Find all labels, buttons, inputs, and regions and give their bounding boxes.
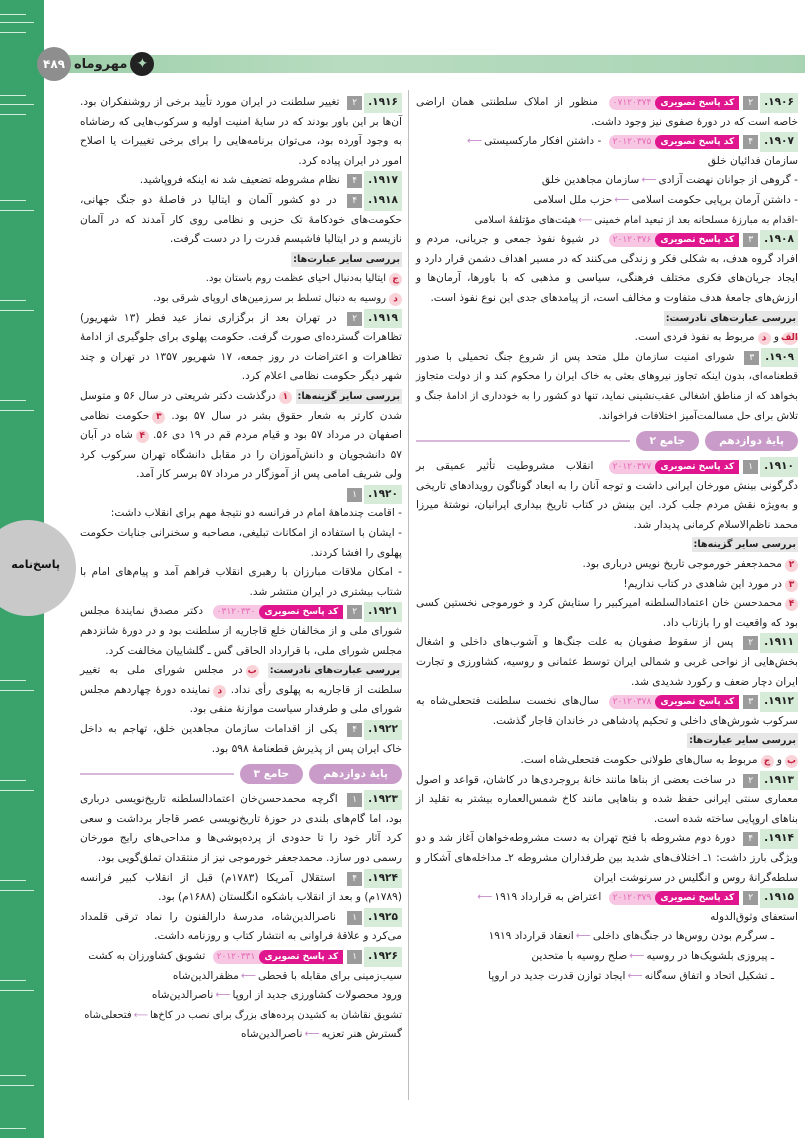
question-number: ۱۹۲۶. [364,947,402,967]
answer-1907 [416,132,798,171]
stripe-line [0,114,26,115]
question-number: ۱۹۱۶. [364,93,402,113]
answer-sheet-tab[interactable] [0,520,76,616]
option-badge: ب [786,756,797,766]
video-code[interactable] [213,950,344,964]
video-code-number: ۲۰۱۲۰۳۷۹ [612,893,652,904]
text: مظفرالدین‌شاه [172,969,239,982]
text: تشویق کشاورزان به کشت [88,949,206,962]
list-item [416,171,798,191]
video-code[interactable] [609,135,740,149]
section-heading: بررسی سایر عبارت‌ها: [293,253,400,265]
stripe-line [0,104,34,105]
column-divider [408,90,409,1100]
answer-1921 [80,602,402,661]
text: پس از سقوط صفویان به علت جنگ‌ها و آشوب‌های داخلی و اشغال بخش‌هایی از نواحی غربی و شمالی ایران توسط عثمانی و روسیه، کشاورزی و تجارت ایران دچار ضعف و رکورد شدیدی شد. [416,636,798,688]
option-badge: ب [247,666,257,677]
video-code-number: ۲۰۱۲۰۳۷۵ [612,137,652,148]
text: - داشتن افکار مارکسیستی [484,135,602,148]
answer-badge: ۱ [347,488,362,502]
answer-1919 [80,309,402,387]
text: در مجلس شورای ملی به تغییر سلطنت از قاجاریه به پهلوی رأی نداد. [80,664,402,696]
video-code[interactable] [213,605,344,619]
video-code-number: ۲۰۱۲۰۳۳۱ [216,951,256,962]
list-item [416,211,798,231]
paragraph [416,328,798,348]
question-number: ۱۹۲۳. [364,790,402,810]
question-number: ۱۹۱۰. [760,457,798,477]
answer-1911 [416,633,798,692]
option-badge: ۱ [279,391,292,404]
list-item [416,191,798,211]
text: ورود محصولات کشاورزی جدید از اروپا [232,989,402,1002]
arrow-icon: ⟵ [627,969,643,982]
video-code-label: کد پاسخ تصویری [259,950,343,964]
butterfly-logo-icon: ✦ [130,52,154,76]
text: ـ سرگرم بودن روس‌ها در جنگ‌های داخلی [592,930,774,943]
text: در مورد این شاهدی در کتاب نداریم! [623,577,782,590]
text: شاه در آبان ۵۷ دانشجویان و دانش‌آموزان را در مقابل دانشگاه تهران سرکوب کرد ولی شریف امامی پس از آموزگار در مرداد ۵۷ برسر کار آمد. [80,429,402,481]
stripe-line [0,95,26,96]
list-item [80,967,402,987]
text: محمدجعفر خورموجی تاریخ نویس درباری بود. [582,558,782,571]
stripe-line [0,1085,34,1086]
answer-badge: ۴ [743,832,758,846]
paragraph [80,250,402,270]
question-number: ۱۹۰۹. [761,348,798,368]
text: صلح روسیه با متحدین [531,949,628,962]
video-code[interactable] [609,695,740,709]
header-band [44,55,805,73]
answer-badge: ۴ [347,174,362,188]
stripe-line [0,880,26,881]
answer-badge: ۲ [743,96,758,110]
text: سال‌های نخست سلطنت فتحعلی‌شاه به سرکوب شورش‌های داخلی و تحکیم پادشاهی در خاندان قاجار گذشت. [416,695,798,727]
section-heading: بررسی سایر گزینه‌ها: [693,539,796,551]
answer-1909 [416,348,798,426]
stripe-line [0,200,26,201]
stripe-line [0,400,26,401]
section-heading: بررسی سایر عبارت‌ها: [689,735,796,747]
answer-1912 [416,692,798,731]
question-number: ۱۹۱۲. [760,692,798,712]
video-code[interactable] [609,891,740,905]
question-number: ۱۹۰۷. [760,132,798,152]
brand-logo [74,50,154,78]
question-number: ۱۹۱۹. [364,309,402,329]
video-code-label: کد پاسخ تصویری [655,460,739,474]
paragraph: - ایشان با استفاده از امکانات تبلیغی، مصاحبه و سخنرانی جنایات حکومت پهلوی را افشا کردند. [80,527,402,559]
answer-badge: ۲ [743,774,758,788]
text: ناصرالدین‌شاه [241,1028,303,1041]
video-code-number: ۰۳۱۲۰۳۳۰ [216,607,256,618]
text: ایجاد توازن قدرت جدید در اروپا [488,969,626,982]
question-number: ۱۹۰۶. [760,93,798,113]
option-badge: الف [780,333,798,344]
option-badge: د [389,293,402,306]
arrow-icon: ⟵ [614,193,630,206]
answer-1908 [416,230,798,308]
text: ناصرالدین‌شاه [151,989,214,1002]
answer-1910 [416,457,798,535]
stripe-line [0,690,34,691]
section-grade: پایهٔ دوازدهم [309,764,402,784]
answer-badge: ۳ [743,233,758,247]
video-code-label: کد پاسخ تصویری [655,695,739,709]
answer-badge: ۱ [347,950,362,964]
section-header [416,431,798,451]
answer-1915 [416,888,798,927]
answer-1917 [80,171,402,191]
text: دکتر مصدق نمایندهٔ مجلس شورای ملی و از مخالفان خلع قاجاریه از سلطنت بود و در دورهٔ شانزدهم مجلس شورای ملی، با قرارداد الحاقی گس ـ گلشاییان مخالفت کرد. [80,605,402,657]
stripe-line [0,32,26,33]
stripe-line [0,680,26,681]
answer-1925 [80,908,402,947]
text: مربوط به سال‌های طولانی حکومت فتحعلی‌شاه است. [520,754,758,766]
arrow-icon: ⟵ [641,174,657,187]
section-rule [416,440,630,442]
text: استقلال آمریکا (۱۷۸۳م) قبل از انقلاب کبیر فرانسه (۱۷۸۹م) و بعد از انقلاب باشکوه انگلستان (۱۶۸۸م) بود. [80,871,402,904]
question-number: ۱۹۱۵. [760,888,798,908]
page-number: ۴۸۹ [37,47,71,81]
option-badge: ۴ [785,598,798,611]
text: فتحعلی‌شاه [84,1009,132,1021]
brand-name: مهروماه [74,56,128,72]
stripe-line [0,210,34,211]
question-number: ۱۹۱۸. [364,191,402,211]
answer-badge: ۴ [347,723,362,737]
stripe-line [0,1128,26,1129]
answer-badge: ۴ [347,872,362,886]
arrow-icon: ⟵ [575,930,591,943]
paragraph [416,594,798,633]
text: در شیوهٔ نفوذ جمعی و جریانی، مردم و افراد گروه هدف، به شکلی فکر و زندگی می‌کنند که در مسیر اهداف دشمن قرار دارد و ایجاد جریان‌های فکری مختلف فرهنگی، سیاسی و مذهبی که با باورها، آرمان‌ها و ارزش‌های جامعهٔ هدف متفاوت و مخالف است، از پیامدهای جدی این نوع نفوذ است. [416,233,798,304]
video-code[interactable] [609,233,740,247]
section-heading: بررسی عبارت‌های نادرست: [269,665,400,677]
paragraph: - امکان ملاقات مبارزان با رهبری انقلاب فراهم آمد و پیام‌های امام با شتاب بیشتری در ایران منتشر شد. [80,566,402,598]
paragraph [80,661,402,720]
paragraph [80,387,402,485]
text: دورهٔ دوم مشروطه با فتح تهران به دست مشروطه‌خواهان آغاز شد و دو ویژگی بارز داشت: ۱ـ اختلاف‌های شدید بین طرفداران مشروطه ۲ـ مداخله‌های آشکار و سلطه‌گرانهٔ روس و انگلیس در سرنوشت ایران [416,832,798,884]
stripe-line [0,310,34,311]
text: در دو کشور آلمان و ایتالیا در فاصلهٔ دو جنگ جهانی، حکومت‌های خودکامهٔ تک حزبی و نظامی روی کار آمدند که در آلمان نازیسم و در ایتالیا فاشیسم قدرت را در دست گرفت. [80,193,402,246]
text: در ساخت بعضی از بناها مانند خانهٔ بروجردی‌ها در کاشان، قواعد و اصول معماری سنتی ایرانی حفظ شده و بناهایی مانند کاخ شمس‌العماره بیشتر به تقلید از بناهای اروپایی ساخته شده است. [416,773,798,825]
question-number: ۱۹۲۴. [364,869,402,889]
answer-1918 [80,191,402,250]
option-badge: ۳ [785,579,798,592]
text: سیب‌زمینی برای مقابله با قحطی [258,969,402,982]
video-code-label: کد پاسخ تصویری [655,135,739,149]
question-number: ۱۹۱۳. [760,771,798,791]
section-header [80,764,402,784]
question-number: ۱۹۲۵. [364,908,402,928]
video-code-number: ۲۰۱۲۰۳۷۶ [612,235,652,246]
answer-badge: ۲ [743,891,758,905]
question-number: ۱۹۰۸. [760,230,798,250]
question-number: ۱۹۲۲. [364,720,402,740]
stripe-line [0,300,26,301]
text: یکی از اقدامات سازمان مجاهدین خلق، تهاجم به داخل خاک ایران پس از پذیرش قطعنامهٔ ۵۹۸ بود. [80,723,402,755]
answer-badge: ۴ [347,194,362,208]
paragraph [416,731,798,751]
section-name: جامع ۲ [636,431,700,451]
answer-badge: ۳ [744,351,759,365]
answer-badge: ۲ [743,636,758,650]
video-code[interactable] [609,460,740,474]
question-number: ۱۹۲۱. [364,602,402,622]
text: درگذشت دکتر شریعتی در سال ۵۶ و متوسل شدن کارتر به شعار حقوق بشر در سال ۵۷ بود. [80,389,403,422]
answer-badge: ۱ [743,460,758,474]
option-badge: ۴ [136,430,149,443]
option-badge: د [758,332,771,345]
stripe-line [0,990,34,991]
paragraph: - اقامت چندماههٔ امام در فرانسه دو نتیجهٔ مهم برای انقلاب داشت: [110,507,402,520]
question-number: ۱۹۱۴. [760,829,798,849]
answer-1922 [80,720,402,759]
video-code-number: ۰۷۱۲۰۳۷۴ [612,98,652,108]
video-code[interactable] [609,96,740,110]
video-code-label: کد پاسخ تصویری [655,96,739,110]
answer-1906 [416,93,798,132]
stripe-line [0,410,34,411]
stripe-line [0,980,26,981]
answer-1920 [80,485,402,505]
text: منظور از املاک سلطنتی همان اراضی خاصه است که در دورهٔ صفوی نیز وجود داشت. [416,96,798,128]
answer-badge: ۲ [347,96,362,110]
text: حکومت نظامی اصفهان در مرداد ۵۷ بود و قیام مردم قم در ۱۹ دی ۵۶. [80,409,403,442]
video-code-number: ۲۰۱۲۰۳۷۸ [612,697,652,708]
text: -اقدام به مبارزهٔ مسلحانه بعد از تبعید امام خمینی [594,214,798,226]
text: هیئت‌های مؤتلفهٔ اسلامی [474,214,577,226]
text: مربوط به نفوذ فردی است. [634,331,755,344]
text: ـ پیروزی بلشویک‌ها در روسیه [646,949,774,962]
text: و [776,754,782,766]
answer-1924 [80,869,402,908]
video-code-label: کد پاسخ تصویری [655,891,739,905]
paragraph [80,269,402,289]
text: سازمان مجاهدین خلق [541,174,640,187]
right-column [416,93,798,986]
question-number: ۱۹۲۰. [364,485,402,505]
answer-1926 [80,947,402,967]
text: محمدحسن خان اعتمادالسلطنه امیرکبیر را ستایش کرد و خورموجی نخستین کسی بود که واقعیت او را بازتاب داد. [416,597,798,629]
answer-badge: ۲ [347,312,362,326]
section-name: جامع ۳ [240,764,304,784]
text: حزب ملل اسلامی [533,193,613,206]
video-code-number: ۲۰۱۲۰۳۷۷ [612,462,652,473]
option-badge: ج [761,755,774,768]
text: شورای امنیت سازمان ملل متحد پس از شروع جنگ تحمیلی با صدور قطعنامه‌ای، بدون اینکه تجاوز نیروهای بعثی به خاک ایران را محکوم کند و از دولت متجاوز بخواهد که از مناطق اشغالی عقب‌نشینی نماید، تنها دو کشور را به خودداری از ادامهٔ جنگ و تلاش برای حل مسالمت‌آمیز اختلافات فراخواند. [416,351,798,422]
paragraph [80,289,402,309]
text: روسیه به دنبال تسلط بر سرزمین‌های اروپای شرقی بود. [153,292,386,304]
text: تغییر سلطنت در ایران مورد تأیید برخی از روشنفکران بود. آن‌ها بر این باور بودند که در سایهٔ امنیت اولیه و سرکوب‌هایی که رضاشاه به وجود آورده بود، می‌توان برنامه‌هایی را برای برخی تغییرات یا اصلاح امور در ایران پیاده کرد. [80,96,402,167]
answer-badge: ۲ [347,605,362,619]
stripe-line [0,14,26,15]
section-rule [80,773,234,775]
text: انقلاب مشروطیت تأثیر عمیقی بر دگرگونی بینش مورخان ایرانی داشت و توجه آنان را به ابعاد گوناگون رویدادهای تاریخی و به‌ویژه نقش مردم جلب کرد. این بینش در کتاب تاریخ بیداری ایرانیان، نوشتهٔ میرزا محمد ناظم‌الاسلام کرمانی پدیدار شد. [416,460,798,531]
text: نماینده دورهٔ چهاردهم مجلس شورای ملی و طرفدار سیاست موازنهٔ منفی بود. [80,683,402,716]
left-column [80,93,402,1045]
text: نظام مشروطه تضعیف شد نه اینکه فروپاشید. [139,174,340,187]
text: ناصرالدین‌شاه، مدرسهٔ دارالفنون را نماد ترقی قلمداد می‌کرد و علاقهٔ فراوانی به انتشار کتاب و روزنامه داشت. [80,910,402,943]
answer-badge: ۱ [347,793,362,807]
arrow-icon: ⟵ [304,1028,320,1041]
text: - گروهی از جوانان نهضت آزادی [658,174,798,187]
list-item [416,947,798,967]
list-item [80,986,402,1006]
paragraph [416,751,798,771]
text: تشویق نقاشان به کشیدن پرده‌های بزرگ برای نصب در کاخ‌ها [150,1009,402,1021]
list-item [416,927,798,947]
text: گسترش هنر تعزیه [321,1028,402,1041]
video-code-label: کد پاسخ تصویری [655,233,739,247]
list-item [80,1025,402,1045]
text: سازمان فدائیان خلق [707,154,798,167]
text: اعتراض به قرارداد ۱۹۱۹ [494,891,602,904]
text: و [773,331,779,344]
list-item [80,1006,402,1026]
option-badge: ۳ [152,411,165,424]
question-number: ۱۹۱۷. [364,171,402,191]
text: در تهران بعد از برگزاری نماز عید فطر (۱۳ شهریور) تظاهرات گسترده‌ای صورت گرفت. حکومت پهلوی برای جلوگیری از ادامهٔ تظاهرات و اعتراضات در روز جمعه، ۱۷ شهریور ۱۳۵۷ در تهران و چند شهر دیگر حکومت نظامی اعلام کرد. [80,311,402,383]
stripe-line [0,22,34,23]
option-badge: د [213,685,226,698]
section-heading: بررسی عبارت‌های نادرست: [665,312,796,324]
paragraph [416,309,798,329]
answer-1914 [416,829,798,888]
answer-badge: ۱ [347,911,362,925]
text: ایتالیا به‌دنبال احیای عظمت روم باستان بود. [205,273,386,285]
question-number: ۱۹۱۱. [760,633,798,653]
option-badge: ج [389,273,402,286]
option-badge: ۲ [785,559,798,572]
arrow-icon: ⟵ [477,891,493,904]
paragraph [416,555,798,575]
section-heading: بررسی سایر گزینه‌ها: [297,390,400,402]
arrow-icon: ⟵ [578,214,593,226]
stripe-line [0,1075,26,1076]
answer-badge: ۳ [743,695,758,709]
arrow-icon: ⟵ [215,989,231,1002]
answer-1913 [416,771,798,830]
arrow-icon: ⟵ [133,1009,149,1021]
section-grade: پایهٔ دوازدهم [705,431,798,451]
list-item [416,967,798,987]
stripe-line [0,790,34,791]
arrow-icon: ⟵ [240,969,257,982]
text: استعفای وثوق‌الدوله [710,910,798,923]
stripe-line [0,890,34,891]
paragraph [416,535,798,555]
text: - داشتن آرمان برپایی حکومت اسلامی [631,193,798,206]
text: ـ تشکیل اتحاد و اتفاق سه‌گانه [644,969,774,982]
answer-badge: ۴ [743,135,758,149]
stripe-line [0,780,26,781]
side-tab-label: پاسخ‌نامه [11,558,60,571]
arrow-icon: ⟵ [466,135,483,148]
text: اگرچه محمدحسن‌خان اعتمادالسلطنه تاریخ‌نویسی درباری بود، اما گام‌های بلندی در حوزهٔ تاریخ‌نویسی عصر قاجار برداشت و سعی کرد آثار خود را تا حدودی از پرده‌پوشی‌ها و مداحی‌های رایج مورخان رسمی دور سازد. محمدجعفر خورموجی نیز از منتقدان تملق‌گویی بود. [80,793,402,864]
arrow-icon: ⟵ [629,949,645,962]
answer-1916 [80,93,402,171]
answer-1923 [80,790,402,868]
video-code-label: کد پاسخ تصویری [259,605,343,619]
text: انعقاد قرارداد ۱۹۱۹ [488,930,574,943]
paragraph [416,575,798,595]
